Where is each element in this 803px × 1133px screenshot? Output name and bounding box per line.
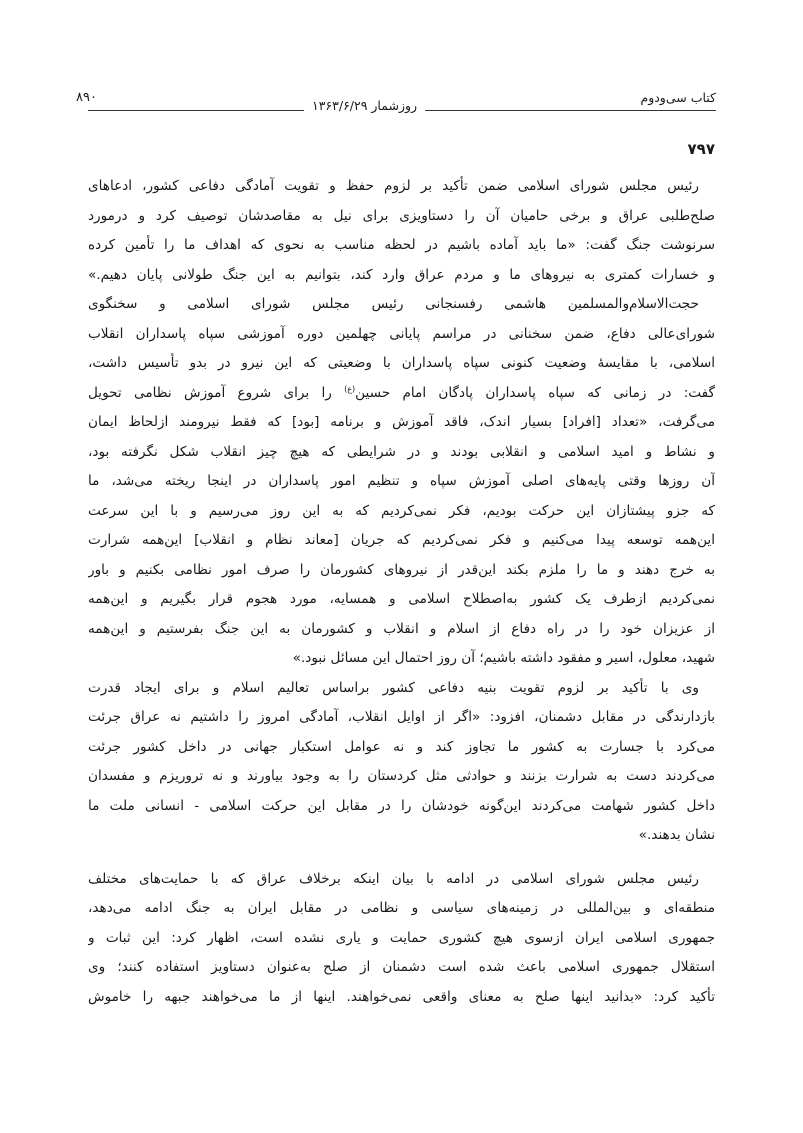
entry-number: ۷۹۷ <box>687 140 715 158</box>
text-line: آن روزها وقتی پایه‌های اصلی آموزش سپاه و تنظیم امور پاسداران در اینجا ریخته می‌شد، ما <box>88 473 715 489</box>
text-line <box>88 379 715 409</box>
paragraph <box>88 674 715 851</box>
text-line: که جزو پیشتازان این حرکت بودیم، فکر نمی‌کردیم که به این روز می‌رسیم و با این سرعت <box>88 502 715 519</box>
text-line: رئیس مجلس شورای اسلامی ضمن تأکید بر لزوم حفظ و تقویت آمادگی دفاعی کشور، ادعاهای <box>88 178 699 194</box>
text-line: تأکید کرد: «بدانید اینها صلح به معنای واقعی نمی‌خواهند. اینها از ما می‌خواهند جبهه را خاموش <box>88 988 715 1005</box>
running-header <box>76 88 716 118</box>
document-body <box>88 172 715 1012</box>
paragraph <box>88 865 715 1013</box>
text-span: گفت: در زمانی که سپاه پاسداران پادگان امام حسین <box>355 384 715 401</box>
text-line: وی با تأکید بر لزوم تقویت بنیه دفاعی کشور براساس تعالیم اسلام و برای ایجاد قدرت <box>88 679 699 696</box>
text-span: را برای شروع آموزش نظامی تحویل <box>88 384 345 401</box>
text-line: منطقه‌ای و بین‌المللی در زمینه‌های سیاسی و نظامی در مقابل ایران به جنگ ادامه می‌دهد، <box>88 900 715 916</box>
book-title: کتاب سی‌ودوم <box>640 90 716 105</box>
text-line: سرنوشت جنگ گفت: «ما باید آماده باشیم در لحظه مناسب به نحوی که اهداف ما را تأمین کرده <box>88 237 715 253</box>
honorific-superscript: (ع) <box>344 383 356 393</box>
text-line: بازدارندگی در مقابل دشمنان، افزود: «اگر از اوایل انقلاب، آمادگی امروز را داشتیم نه عراق جرئت <box>88 709 715 725</box>
paragraph <box>88 172 715 290</box>
text-line: می‌گرفت، «تعداد [افراد] بسیار اندک، فاقد آموزش و برنامه [بود] که فقط نیرومند ازلحاظ ایمان <box>88 414 715 430</box>
text-line: شهید، معلول، اسیر و مفقود داشته باشیم؛ آن روز احتمال این مسائل نبود.» <box>292 650 715 666</box>
text-line: رئیس مجلس شورای اسلامی در ادامه با بیان اینکه برخلاف عراق که با حمایت‌های مختلف <box>88 870 699 887</box>
text-line: می‌کردند دست به شرارت بزنند و حوادثی مثل کردستان را به وجود بیاورند و نه تروریزم و مفسدان <box>88 768 715 784</box>
text-line: این‌همه توسعه پیدا می‌کنیم و فکر نمی‌کردیم که جریان [معاند نظام و انقلاب] این‌همه شرارت <box>88 532 715 548</box>
text-line: از عزیزان خود را در راه دفاع از اسلام و انقلاب و کشورمان به این جنگ بفرستیم و این‌همه <box>88 620 715 637</box>
paragraph-gap <box>88 851 715 865</box>
text-line: شورای‌عالی دفاع، ضمن سخنانی در مراسم پایانی چهلمین دوره آموزشی سپاه پاسداران انقلاب <box>88 325 715 342</box>
text-line: داخل کشور شهامت می‌کردند این‌گونه خودشان را در مقابل این حرکت اسلامی - انسانی ملت ما <box>88 797 715 814</box>
page-number: ۸۹۰ <box>76 90 97 105</box>
text-line: و خسارات کمتری به نیروهای ما و مردم عراق وارد کند، بتوانیم به این جنگ طولانی پایان دهیم.» <box>88 266 715 283</box>
text-line: و نشاط و امید اسلامی و انقلابی بودند و در شرایطی که هیچ چیز انقلاب شکل نگرفته بود، <box>88 443 715 460</box>
text-line: جمهوری اسلامی ایران ازسوی هیچ کشوری حمایت و یاری نشده است، اظهار کرد: این ثبات و <box>88 929 715 946</box>
paragraph <box>88 290 715 674</box>
text-line: استقلال جمهوری اسلامی باعث شده است دشمنان از صلح به‌عنوان دستاویز استفاده کنند؛ وی <box>88 959 715 975</box>
text-line: حجت‌الاسلام‌والمسلمین هاشمی رفسنجانی رئیس مجلس شورای اسلامی و سخنگوی <box>88 296 699 312</box>
text-line: می‌کرد با جسارت به کشور ما تجاوز کند و نه عوامل استکبار جهانی در داخل کشور جرئت <box>88 738 715 755</box>
text-line: اسلامی، با مقایسهٔ وضعیت کنونی سپاه پاسداران با وضعیتی که این نیرو در بدو تأسیس داشت، <box>88 355 715 371</box>
text-line: نمی‌کردیم ازطرف یک کشور به‌اصطلاح اسلامی و همسایه، مورد هجوم قرار بگیریم و این‌همه <box>88 591 715 607</box>
header-date: روزشمار ۱۳۶۳/۶/۲۹ <box>304 98 425 113</box>
text-line: صلح‌طلبی عراق و برخی حامیان آن را دستاویزی برای نیل به مقاصدشان توصیف کرد و درمورد <box>88 207 715 224</box>
text-line: نشان بدهند.» <box>638 827 715 843</box>
text-line: به خرج دهند و ما را ملزم بکند این‌قدر از نیروهای کشورمان را صرف امور نظامی بکنیم و باور <box>88 561 715 578</box>
